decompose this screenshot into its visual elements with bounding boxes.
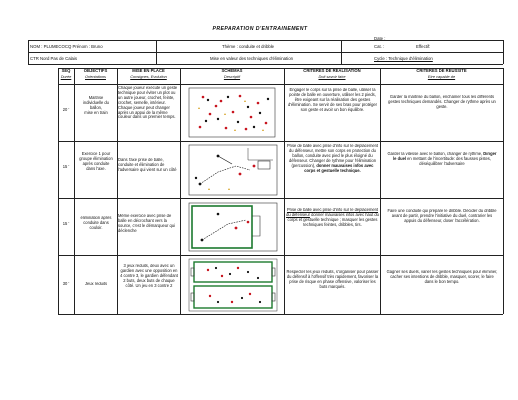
document-title: PREPARATION D'ENTRAINEMENT — [212, 26, 308, 32]
row4-setup: 3 jeux réduits, deux avec un gardien avec une opposition en 4 contre 3, le gardien défendant 2 buts, deux buts de chaque côté. Un jeu en 3 contre 2 — [120, 264, 178, 288]
row2-criteria: Prise de balle avec prise d'info sur le déplacement du défenseur, mettre son corps en protection du ballon, conduite avec pied le plus éloigné du défenseur. Changer de rythme pour l'élimination (percussion), donner mauvaises infos avec corps et gestuelle technique. — [286, 144, 379, 173]
row2-schema — [188, 144, 278, 196]
row2-setup: Dans l'axe prise de balle, conduite et élimination de l'adversaire qui vient sur un côté — [118, 158, 177, 172]
row2-objective: Exercice 1 pour groupe élimination après conduite dans l'axe. — [79, 152, 113, 171]
row3-schema — [188, 202, 278, 252]
row3-objective: élimination après conduite dans couloir. — [80, 216, 112, 230]
col-head-mise-en-place: MISE EN PLACE — [132, 68, 165, 73]
cycle-label: Cycle : Technique d'élimination — [374, 56, 433, 61]
col-sub-seq: Durée — [60, 74, 72, 79]
row3-duration: 15 ' — [62, 222, 70, 226]
row2-success: Garder la vitesse avec le ballon, changer de rythme, Diriger le duel en mettant de l'incertitude: des fausses pistes, déséquilibrer l'adversaire — [387, 152, 497, 166]
col-head-seq: SEQ — [61, 68, 71, 73]
row4-objective: Jeux réduits — [84, 282, 108, 286]
row1-criteria: Engager le corps sur la prise de balle, utiliser la pointe de balle en ouverture, utiliser les 2 pieds, être exigeant sur la réalisation des gestes d'élimination. Se servir de ses bras pour protéger son geste et avoir un bon équilibre. — [287, 88, 378, 112]
col-sub-schemas: Descriptif — [223, 74, 241, 79]
col-sub-realisation: Doit savoir faire — [318, 74, 346, 79]
col-sub-reussite: Etre capable de — [427, 74, 456, 79]
coach-name: NOM : PLUMECOCQ Prénom : Bruno — [30, 44, 103, 49]
row1-objective: Maîtrise individuelle du ballon, mise en train — [83, 96, 109, 115]
row4-success: Gagner ses duels, varier les gestes techniques pour éliminer, cacher ses intentions de dribble, masquer, scorer, le faire dans le bon tempo. — [386, 270, 498, 284]
date-label: Date : — [374, 36, 386, 41]
effectif-label: Effectif: — [416, 44, 431, 49]
row1-duration: 20 ' — [62, 108, 70, 112]
pitch-outline — [189, 203, 277, 251]
col-head-realisation: CRITERES DE REALISATION — [303, 68, 361, 73]
pitch-outline — [189, 145, 277, 195]
row3-success: Faire une conduite qui prépare le dribble. Décider du dribble avant de partir, prendre l'initiative du duel, contrarier les appuis du défenseur, doser l'accélération. — [387, 209, 497, 223]
row3-setup: Même exercice avec prise de balle en décrochant vers la source, c'est le démarqueur qui déclenche — [118, 214, 175, 233]
row4-duration: 30 ' — [62, 282, 70, 286]
col-head-reussite: CRITERES DE REUSSITE — [416, 68, 467, 73]
session-theme: Thème : conduite et dribble — [222, 44, 275, 49]
pitch-outline — [189, 259, 277, 311]
category-label: Cat. : — [374, 44, 385, 49]
row3-criteria: Prise de balle avec prise d'info sur le déplacement du défenseur donner mauvaises infos avec haut du corps et gestuelle technique ; masquer les gestes techniques feintes, dribbles, tirs. — [286, 208, 379, 227]
session-objective: Mise en valeur des techniques d'élimination — [210, 56, 293, 61]
row1-schema — [188, 87, 276, 138]
row4-criteria: Respecter les jeux réduits, s'organiser pour passer du défensif à l'offensif très rapidement, favoriser la prise de risque en phase offensive, valoriser les buts marqués. — [286, 270, 379, 289]
row1-success: Garder la maîtrise du ballon, enchaîner tous les différents gestes techniques demandés. Changer de rythme après un geste. — [388, 95, 496, 109]
row1-setup: Chaque joueur exécute un geste technique pour éviter un plot ou un autre joueur, crochet, feinte, crochet, semelle, intérieur. Chaque joueur peut changer après un appui de la même couleur dans un premier temps. — [118, 86, 178, 120]
col-head-schemas: SCHEMAS — [221, 68, 243, 73]
col-sub-objectifs: Orientations — [85, 74, 106, 79]
col-sub-mise-en-place: Consignes, Evolution — [130, 74, 167, 79]
row4-schema — [188, 258, 278, 312]
col-head-objectifs: OBJECTIFS — [83, 68, 108, 73]
ctr-label: CTR Nord Pas de Calais — [30, 56, 78, 61]
row2-duration: 15 ' — [62, 165, 70, 169]
